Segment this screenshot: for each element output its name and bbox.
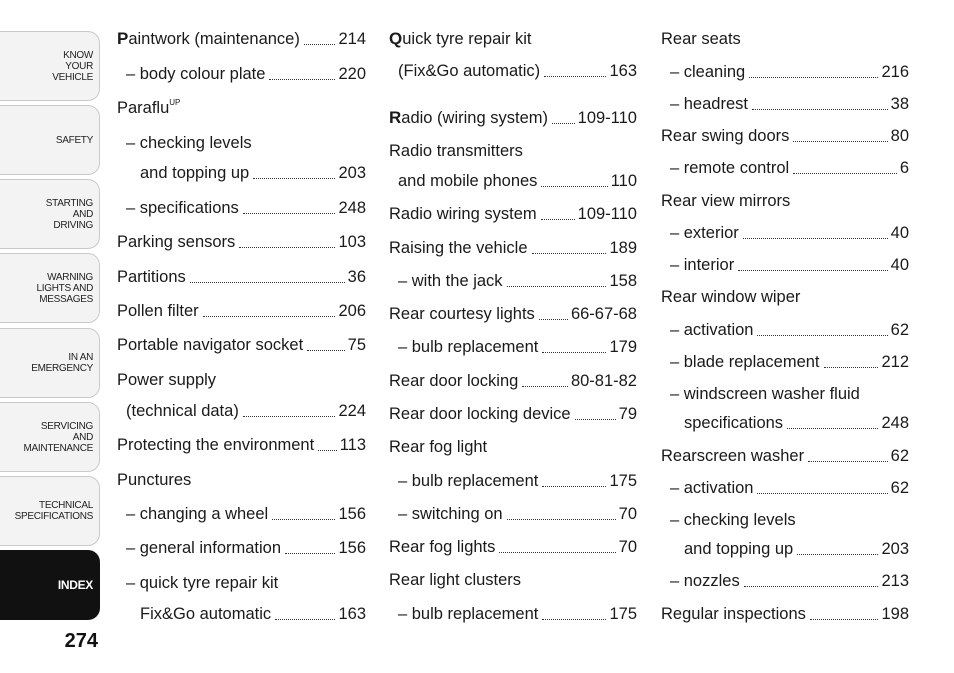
entry-title: [398, 270, 503, 292]
index-entry: [117, 467, 366, 491]
index-entry: [661, 475, 909, 499]
entry-text: – cleaning: [670, 63, 746, 81]
index-entry: [389, 501, 637, 525]
entry-text: Parking sensors: [117, 233, 236, 251]
entry-text: Pollen filter: [117, 302, 199, 320]
entry-text: – bulb replacement: [398, 472, 539, 490]
index-entry: [117, 26, 366, 50]
entry-title: [117, 369, 216, 391]
index-entry: [389, 268, 637, 292]
entry-page: 70: [618, 538, 637, 556]
entry-page: 113: [339, 436, 366, 454]
entry-text: Rear window wiper: [661, 288, 801, 306]
entry-page: 175: [609, 605, 637, 623]
entry-title: [389, 237, 528, 259]
entry-title: [389, 107, 548, 129]
entry-text: and mobile phones: [398, 172, 538, 190]
entry-page: 103: [338, 233, 366, 251]
entry-title: [670, 157, 789, 179]
index-entry: [389, 26, 637, 50]
entry-text: – activation: [670, 321, 754, 339]
entry-title: [670, 383, 860, 405]
dot-leader: [542, 485, 606, 487]
entry-page: 216: [881, 63, 909, 81]
entry-page: 109-110: [577, 109, 637, 127]
entry-text: Raising the vehicle: [389, 239, 528, 257]
index-entry: [389, 401, 637, 425]
dot-leader: [738, 269, 887, 271]
index-entry: [389, 105, 637, 129]
entry-text: – bulb replacement: [398, 605, 539, 623]
entry-title: [117, 28, 300, 50]
dot-leader: [744, 585, 879, 587]
entry-page: 220: [338, 65, 366, 83]
entry-title: [398, 336, 538, 358]
entry-title: [670, 254, 734, 276]
index-entry: [117, 535, 366, 559]
entry-text: Power supply: [117, 371, 217, 389]
entry-title: [398, 170, 537, 192]
index-entry: [117, 432, 366, 456]
entry-title: [389, 436, 487, 458]
entry-text: – remote control: [670, 159, 790, 177]
entry-text: – bulb replacement: [398, 338, 539, 356]
dot-leader: [793, 172, 897, 174]
entry-title: [126, 400, 239, 422]
entry-title: [126, 537, 281, 559]
index-entry: [661, 568, 909, 592]
entry-title: [117, 266, 186, 288]
dot-leader: [793, 140, 887, 142]
index-entry: [661, 188, 909, 212]
index-entry: [661, 601, 909, 625]
entry-text: adio (wiring system): [401, 109, 548, 127]
entry-text: – headrest: [670, 95, 748, 113]
index-entry: [389, 235, 637, 259]
index-entry: [389, 534, 637, 558]
entry-text: – checking levels: [126, 134, 252, 152]
index-entry: [661, 536, 909, 560]
index-entry: [117, 398, 366, 422]
dot-leader: [499, 551, 615, 553]
index-entry: [661, 443, 909, 467]
entry-title: [670, 477, 753, 499]
dot-leader: [269, 78, 335, 80]
entry-text: Radio wiring system: [389, 205, 537, 223]
entry-lead-letter: P: [117, 29, 129, 48]
entry-title: [398, 503, 503, 525]
entry-title: [398, 470, 538, 492]
index-entry: [389, 334, 637, 358]
entry-text: aintwork (maintenance): [128, 30, 300, 48]
entry-page: 62: [890, 479, 909, 497]
entry-title: [117, 434, 314, 456]
entry-text: – changing a wheel: [126, 505, 269, 523]
entry-page: 213: [881, 572, 909, 590]
index-entry: [389, 168, 637, 192]
entry-lead-letter: Q: [389, 29, 403, 48]
entry-title: [670, 61, 745, 83]
entry-text: Radio transmitters: [389, 142, 523, 160]
entry-text: – windscreen washer fluid: [670, 385, 860, 403]
entry-title: [389, 370, 518, 392]
index-entry: [117, 264, 366, 288]
entry-title: [684, 538, 793, 560]
entry-text: – general information: [126, 539, 282, 557]
entry-text: – with the jack: [398, 272, 503, 290]
tab-safety[interactable]: SAFETY: [0, 105, 100, 175]
entry-superscript: UP: [169, 98, 181, 107]
dot-leader: [743, 237, 888, 239]
dot-leader: [507, 285, 607, 287]
entry-text: Rear light clusters: [389, 571, 522, 589]
dot-leader: [203, 315, 336, 317]
dot-leader: [272, 518, 335, 520]
entry-title: [140, 162, 249, 184]
tab-know-your-vehicle[interactable]: KNOW YOUR VEHICLE: [0, 31, 100, 101]
entry-title: [670, 93, 748, 115]
entry-text: – quick tyre repair kit: [126, 574, 279, 592]
entry-text: Rear view mirrors: [661, 192, 791, 210]
entry-text: – specifications: [126, 199, 239, 217]
entry-page: 110: [610, 172, 637, 190]
index-entry: [117, 332, 366, 356]
entry-title: [670, 351, 820, 373]
index-entry: [661, 91, 909, 115]
entry-page: 80-81-82: [570, 372, 637, 390]
entry-text: Rear door locking: [389, 372, 519, 390]
entry-title: [670, 509, 796, 531]
entry-page: 203: [338, 164, 366, 182]
entry-page: 214: [338, 30, 366, 48]
dot-leader: [275, 618, 335, 620]
tab-servicing-and-maintenance[interactable]: SERVICING AND MAINTENANCE: [0, 402, 100, 472]
entry-lead-letter: R: [389, 108, 402, 127]
dot-leader: [544, 75, 606, 77]
entry-title: [117, 469, 191, 491]
index-entry: [661, 410, 909, 434]
entry-title: [389, 536, 495, 558]
page-number: 274: [64, 630, 98, 652]
index-entry: [661, 349, 909, 373]
entry-text: – activation: [670, 479, 754, 497]
entry-title: [670, 319, 753, 341]
entry-title: [670, 570, 740, 592]
entry-page: 163: [338, 605, 366, 623]
entry-page: 248: [881, 414, 909, 432]
entry-text: Regular inspections: [661, 605, 806, 623]
entry-text: – switching on: [398, 505, 503, 523]
dot-leader: [787, 427, 878, 429]
entry-page: 70: [618, 505, 637, 523]
entry-text: – blade replacement: [670, 353, 820, 371]
dot-leader: [752, 108, 888, 110]
index-entry: [389, 201, 637, 225]
index-entry: [661, 26, 909, 50]
dot-leader: [307, 349, 344, 351]
entry-page: 156: [338, 539, 366, 557]
entry-page: 40: [890, 224, 909, 242]
entry-page: 179: [609, 338, 637, 356]
entry-text: Rear seats: [661, 30, 741, 48]
entry-title: [389, 28, 532, 50]
entry-title: [661, 125, 789, 147]
entry-page: 156: [338, 505, 366, 523]
entry-title: [126, 503, 268, 525]
entry-page: 189: [609, 239, 637, 257]
index-entry: [389, 138, 637, 162]
entry-page: 62: [890, 321, 909, 339]
tab-in-an-emergency[interactable]: IN AN EMERGENCY: [0, 328, 100, 398]
entry-text: – exterior: [670, 224, 739, 242]
entry-title: [398, 603, 538, 625]
dot-leader: [318, 449, 336, 451]
index-entry: [117, 160, 366, 184]
entry-text: (Fix&Go automatic): [398, 62, 541, 80]
entry-page: 158: [609, 272, 637, 290]
entry-text: specifications: [684, 414, 784, 432]
entry-title: [126, 572, 278, 594]
entry-title: [117, 300, 199, 322]
entry-title: [117, 334, 303, 356]
entry-text: Protecting the environment: [117, 436, 315, 454]
entry-title: [661, 603, 806, 625]
dot-leader: [243, 212, 336, 214]
index-entry: [117, 61, 366, 85]
tab-warning-lights-and-messages[interactable]: WARNING LIGHTS AND MESSAGES: [0, 253, 100, 323]
entry-page: 75: [347, 336, 366, 354]
entry-page: 163: [609, 62, 637, 80]
entry-page: 109-110: [577, 205, 637, 223]
dot-leader: [285, 552, 335, 554]
dot-leader: [522, 385, 568, 387]
entry-title: [661, 190, 790, 212]
entry-text: – body colour plate: [126, 65, 266, 83]
entry-text: Portable navigator socket: [117, 336, 304, 354]
index-entry: [389, 434, 637, 458]
entry-page: 79: [618, 405, 637, 423]
dot-leader: [239, 246, 335, 248]
index-entry: [389, 58, 637, 82]
index-entry: [117, 367, 366, 391]
entry-text: (technical data): [126, 402, 239, 420]
entry-title: [126, 63, 265, 85]
index-entry: [117, 95, 366, 119]
entry-page: 203: [881, 540, 909, 558]
entry-page: 62: [890, 447, 909, 465]
dot-leader: [304, 43, 336, 45]
entry-text: Rear door locking device: [389, 405, 571, 423]
entry-text: and topping up: [140, 164, 250, 182]
index-entry: [117, 229, 366, 253]
entry-text: Partitions: [117, 268, 186, 286]
entry-title: [117, 92, 180, 119]
index-entry: [661, 252, 909, 276]
index-entry: [389, 567, 637, 591]
tab-index[interactable]: INDEX: [0, 550, 100, 620]
dot-leader: [810, 618, 879, 620]
dot-leader: [757, 492, 887, 494]
entry-title: [389, 303, 535, 325]
dot-leader: [824, 366, 879, 368]
index-entry: [117, 570, 366, 594]
index-entry: [661, 381, 909, 405]
dot-leader: [541, 185, 607, 187]
index-entry: [117, 501, 366, 525]
index-entry: [389, 468, 637, 492]
entry-page: 38: [890, 95, 909, 113]
entry-page: 198: [881, 605, 909, 623]
dot-leader: [808, 460, 888, 462]
dot-leader: [507, 518, 616, 520]
entry-text: Paraflu: [117, 99, 170, 117]
entry-title: [389, 140, 523, 162]
dot-leader: [243, 415, 336, 417]
entry-text: Fix&Go automatic: [140, 605, 272, 623]
index-entry: [661, 220, 909, 244]
index-entry: [117, 298, 366, 322]
entry-text: uick tyre repair kit: [402, 30, 532, 48]
entry-title: [684, 412, 783, 434]
dot-leader: [542, 618, 606, 620]
entry-title: [661, 28, 741, 50]
entry-text: Rear fog lights: [389, 538, 496, 556]
entry-page: 36: [347, 268, 366, 286]
entry-title: [117, 231, 235, 253]
entry-text: – nozzles: [670, 572, 740, 590]
entry-title: [389, 403, 571, 425]
entry-text: Rear courtesy lights: [389, 305, 535, 323]
dot-leader: [575, 418, 616, 420]
dot-leader: [757, 334, 887, 336]
entry-title: [398, 60, 540, 82]
index-entry: [661, 155, 909, 179]
entry-text: Punctures: [117, 471, 192, 489]
dot-leader: [253, 177, 335, 179]
index-entry: [661, 284, 909, 308]
entry-title: [661, 445, 804, 467]
entry-title: [661, 286, 800, 308]
dot-leader: [532, 252, 607, 254]
entry-title: [126, 197, 239, 219]
index-entry: [117, 601, 366, 625]
dot-leader: [541, 218, 575, 220]
dot-leader: [539, 318, 568, 320]
tab-starting-and-driving[interactable]: STARTING AND DRIVING: [0, 179, 100, 249]
index-entry: [661, 123, 909, 147]
entry-text: and topping up: [684, 540, 794, 558]
dot-leader: [190, 281, 345, 283]
entry-text: Rear swing doors: [661, 127, 790, 145]
entry-title: [140, 603, 271, 625]
entry-title: [670, 222, 739, 244]
dot-leader: [749, 76, 878, 78]
entry-text: Rear fog light: [389, 438, 488, 456]
entry-title: [126, 132, 252, 154]
entry-text: Rearscreen washer: [661, 447, 805, 465]
index-entry: [389, 368, 637, 392]
index-entry: [661, 317, 909, 341]
entry-page: 66-67-68: [570, 305, 637, 323]
entry-page: 40: [890, 256, 909, 274]
index-entry: [389, 301, 637, 325]
entry-text: – checking levels: [670, 511, 796, 529]
index-entry: [389, 601, 637, 625]
index-entry: [661, 507, 909, 531]
index-entry: [117, 130, 366, 154]
dot-leader: [552, 122, 575, 124]
entry-text: – interior: [670, 256, 735, 274]
index-entry: [117, 195, 366, 219]
tab-technical-specifications[interactable]: TECHNICAL SPECIFICATIONS: [0, 476, 100, 546]
entry-page: 175: [609, 472, 637, 490]
entry-title: [389, 203, 537, 225]
entry-page: 212: [881, 353, 909, 371]
dot-leader: [797, 553, 878, 555]
entry-page: 248: [338, 199, 366, 217]
entry-page: 206: [338, 302, 366, 320]
dot-leader: [542, 351, 606, 353]
entry-page: 80: [890, 127, 909, 145]
entry-page: 224: [338, 402, 366, 420]
entry-page: 6: [899, 159, 909, 177]
index-entry: [661, 59, 909, 83]
entry-title: [389, 569, 521, 591]
